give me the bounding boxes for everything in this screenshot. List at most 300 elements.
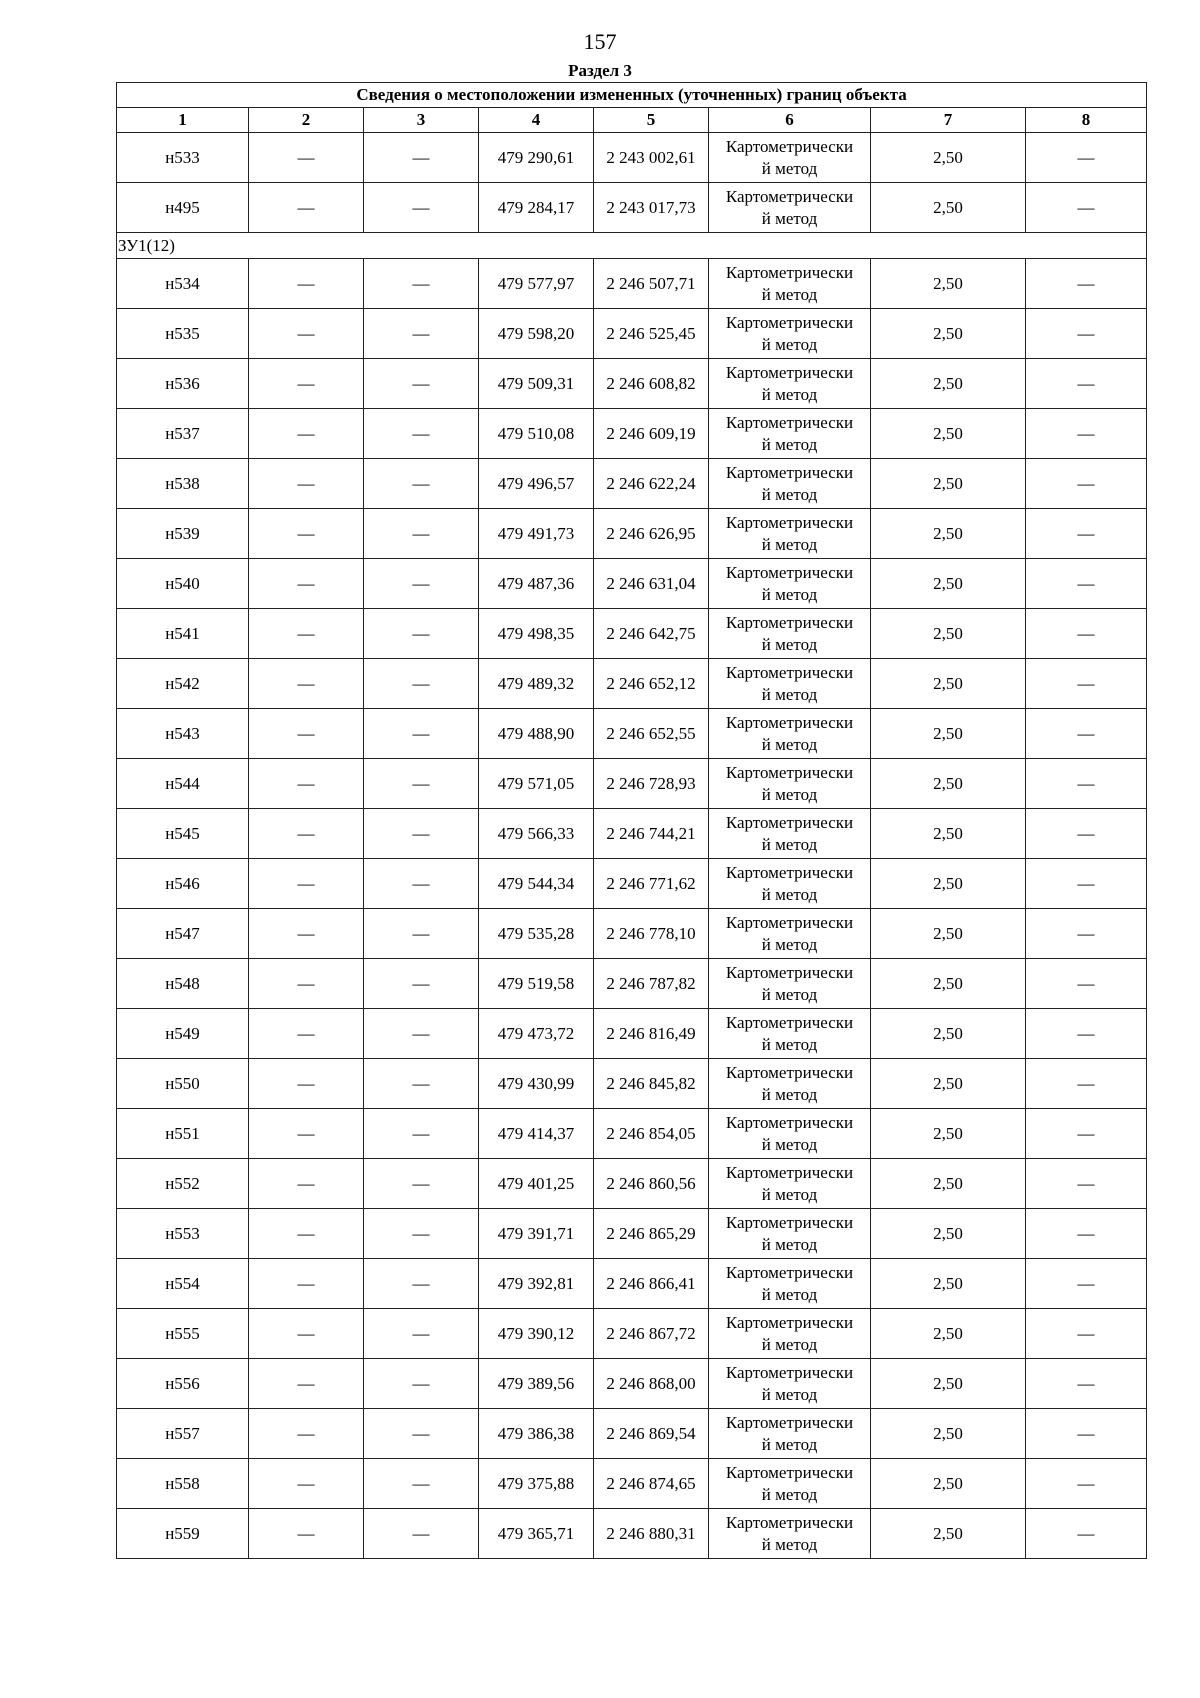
- method-cell: [709, 1409, 871, 1459]
- dash-cell: —: [1026, 1159, 1147, 1209]
- method-line: Картометрически: [725, 186, 854, 206]
- method-line: Картометрически: [725, 312, 854, 332]
- method-line: Картометрически: [725, 1212, 854, 1232]
- method-line: Картометрически: [725, 1012, 854, 1032]
- method-line: й метод: [761, 1034, 818, 1054]
- method-cell: [709, 709, 871, 759]
- method-line: й метод: [761, 1484, 818, 1504]
- y-coordinate-cell: 2 246 865,29: [594, 1209, 709, 1259]
- accuracy-cell: 2,50: [871, 133, 1026, 183]
- method-line: Картометрически: [725, 1512, 854, 1532]
- dash-cell: —: [249, 1209, 364, 1259]
- method-cell: [709, 1209, 871, 1259]
- dash-cell: —: [249, 259, 364, 309]
- method-line: й метод: [761, 1434, 818, 1454]
- method-line: й метод: [761, 534, 818, 554]
- table-row: [117, 1459, 1147, 1509]
- accuracy-cell: 2,50: [871, 909, 1026, 959]
- dash-cell: —: [364, 1309, 479, 1359]
- x-coordinate-cell: 479 571,05: [479, 759, 594, 809]
- y-coordinate-cell: 2 246 626,95: [594, 509, 709, 559]
- dash-cell: —: [1026, 1109, 1147, 1159]
- dash-cell: —: [249, 809, 364, 859]
- method-line: й метод: [761, 834, 818, 854]
- method-line: й метод: [761, 1384, 818, 1404]
- accuracy-cell: 2,50: [871, 1259, 1026, 1309]
- point-cell: н539: [117, 509, 249, 559]
- method-line: Картометрически: [725, 1362, 854, 1382]
- point-cell: н548: [117, 959, 249, 1009]
- y-coordinate-cell: 2 246 845,82: [594, 1059, 709, 1109]
- x-coordinate-cell: 479 386,38: [479, 1409, 594, 1459]
- point-cell: н543: [117, 709, 249, 759]
- method-cell: [709, 459, 871, 509]
- dash-cell: —: [1026, 1509, 1147, 1559]
- x-coordinate-cell: 479 519,58: [479, 959, 594, 1009]
- method-cell: [709, 1059, 871, 1109]
- table-row: [117, 759, 1147, 809]
- method-line: й метод: [761, 784, 818, 804]
- method-line: Картометрически: [725, 612, 854, 632]
- point-cell: н538: [117, 459, 249, 509]
- method-line: й метод: [761, 584, 818, 604]
- dash-cell: —: [249, 409, 364, 459]
- y-coordinate-cell: 2 246 744,21: [594, 809, 709, 859]
- dash-cell: —: [249, 859, 364, 909]
- x-coordinate-cell: 479 488,90: [479, 709, 594, 759]
- page-number: 157: [583, 29, 617, 54]
- x-coordinate-cell: 479 389,56: [479, 1359, 594, 1409]
- dash-cell: —: [1026, 309, 1147, 359]
- table-row: [117, 859, 1147, 909]
- y-coordinate-cell: 2 246 525,45: [594, 309, 709, 359]
- dash-cell: —: [364, 409, 479, 459]
- dash-cell: —: [249, 133, 364, 183]
- accuracy-cell: 2,50: [871, 809, 1026, 859]
- method-line: Картометрически: [725, 412, 854, 432]
- dash-cell: —: [1026, 259, 1147, 309]
- method-line: Картометрически: [725, 1262, 854, 1282]
- accuracy-cell: 2,50: [871, 759, 1026, 809]
- method-line: Картометрически: [725, 962, 854, 982]
- y-coordinate-cell: 2 246 860,56: [594, 1159, 709, 1209]
- point-cell: н557: [117, 1409, 249, 1459]
- dash-cell: —: [364, 1059, 479, 1109]
- dash-cell: —: [249, 909, 364, 959]
- method-cell: [709, 809, 871, 859]
- dash-cell: —: [249, 1309, 364, 1359]
- method-line: й метод: [761, 1284, 818, 1304]
- dash-cell: —: [249, 183, 364, 233]
- table-row: [117, 709, 1147, 759]
- table-row: [117, 1009, 1147, 1059]
- y-coordinate-cell: 2 246 652,12: [594, 659, 709, 709]
- point-cell: н541: [117, 609, 249, 659]
- method-line: й метод: [761, 434, 818, 454]
- method-cell: [709, 759, 871, 809]
- method-line: й метод: [761, 334, 818, 354]
- x-coordinate-cell: 479 491,73: [479, 509, 594, 559]
- point-cell: н555: [117, 1309, 249, 1359]
- dash-cell: —: [364, 1209, 479, 1259]
- accuracy-cell: 2,50: [871, 959, 1026, 1009]
- method-line: Картометрически: [725, 136, 854, 156]
- method-line: Картометрически: [725, 862, 854, 882]
- dash-cell: —: [1026, 709, 1147, 759]
- method-line: Картометрически: [725, 712, 854, 732]
- accuracy-cell: 2,50: [871, 309, 1026, 359]
- dash-cell: —: [364, 1109, 479, 1159]
- method-cell: [709, 509, 871, 559]
- method-line: й метод: [761, 1234, 818, 1254]
- x-coordinate-cell: 479 375,88: [479, 1459, 594, 1509]
- point-cell: н536: [117, 359, 249, 409]
- dash-cell: —: [364, 1159, 479, 1209]
- point-cell: н552: [117, 1159, 249, 1209]
- table-row: [117, 1259, 1147, 1309]
- method-cell: [709, 609, 871, 659]
- point-cell: н545: [117, 809, 249, 859]
- x-coordinate-cell: 479 390,12: [479, 1309, 594, 1359]
- method-cell: [709, 259, 871, 309]
- x-coordinate-cell: 479 577,97: [479, 259, 594, 309]
- accuracy-cell: 2,50: [871, 1309, 1026, 1359]
- accuracy-cell: 2,50: [871, 1409, 1026, 1459]
- x-coordinate-cell: 479 284,17: [479, 183, 594, 233]
- group-label: ЗУ1(12): [117, 233, 1147, 259]
- dash-cell: —: [249, 1059, 364, 1109]
- y-coordinate-cell: 2 246 608,82: [594, 359, 709, 409]
- method-line: й метод: [761, 634, 818, 654]
- table-row: [117, 459, 1147, 509]
- x-coordinate-cell: 479 535,28: [479, 909, 594, 959]
- dash-cell: —: [364, 809, 479, 859]
- column-header: 4: [479, 108, 594, 133]
- table-row: [117, 1309, 1147, 1359]
- method-cell: [709, 409, 871, 459]
- dash-cell: —: [364, 859, 479, 909]
- dash-cell: —: [1026, 409, 1147, 459]
- accuracy-cell: 2,50: [871, 1159, 1026, 1209]
- method-line: й метод: [761, 984, 818, 1004]
- point-cell: н542: [117, 659, 249, 709]
- accuracy-cell: 2,50: [871, 559, 1026, 609]
- x-coordinate-cell: 479 365,71: [479, 1509, 594, 1559]
- accuracy-cell: 2,50: [871, 1009, 1026, 1059]
- point-cell: н547: [117, 909, 249, 959]
- dash-cell: —: [1026, 509, 1147, 559]
- dash-cell: —: [364, 909, 479, 959]
- dash-cell: —: [249, 509, 364, 559]
- x-coordinate-cell: 479 401,25: [479, 1159, 594, 1209]
- dash-cell: —: [364, 1359, 479, 1409]
- method-line: й метод: [761, 158, 818, 178]
- table-row: [117, 809, 1147, 859]
- x-coordinate-cell: 479 473,72: [479, 1009, 594, 1059]
- dash-cell: —: [1026, 609, 1147, 659]
- point-cell: н556: [117, 1359, 249, 1409]
- method-line: Картометрически: [725, 512, 854, 532]
- dash-cell: —: [364, 659, 479, 709]
- accuracy-cell: 2,50: [871, 509, 1026, 559]
- y-coordinate-cell: 2 246 652,55: [594, 709, 709, 759]
- point-cell: н540: [117, 559, 249, 609]
- point-cell: н546: [117, 859, 249, 909]
- dash-cell: —: [1026, 1059, 1147, 1109]
- method-line: Картометрически: [725, 1462, 854, 1482]
- dash-cell: —: [249, 1009, 364, 1059]
- dash-cell: —: [364, 459, 479, 509]
- accuracy-cell: 2,50: [871, 1109, 1026, 1159]
- point-cell: н558: [117, 1459, 249, 1509]
- method-line: й метод: [761, 1534, 818, 1554]
- column-header: 6: [709, 108, 871, 133]
- x-coordinate-cell: 479 392,81: [479, 1259, 594, 1309]
- accuracy-cell: 2,50: [871, 359, 1026, 409]
- dash-cell: —: [1026, 909, 1147, 959]
- x-coordinate-cell: 479 566,33: [479, 809, 594, 859]
- dash-cell: —: [364, 133, 479, 183]
- table-row: [117, 659, 1147, 709]
- point-cell: н553: [117, 1209, 249, 1259]
- method-line: й метод: [761, 208, 818, 228]
- method-cell: [709, 959, 871, 1009]
- table-row: [117, 359, 1147, 409]
- method-line: й метод: [761, 384, 818, 404]
- table-row: [117, 1209, 1147, 1259]
- x-coordinate-cell: 479 414,37: [479, 1109, 594, 1159]
- y-coordinate-cell: 2 246 869,54: [594, 1409, 709, 1459]
- method-cell: [709, 1009, 871, 1059]
- dash-cell: —: [364, 183, 479, 233]
- x-coordinate-cell: 479 496,57: [479, 459, 594, 509]
- x-coordinate-cell: 479 598,20: [479, 309, 594, 359]
- y-coordinate-cell: 2 246 622,24: [594, 459, 709, 509]
- table-row: [117, 309, 1147, 359]
- table-row: [117, 909, 1147, 959]
- dash-cell: —: [364, 559, 479, 609]
- point-cell: н534: [117, 259, 249, 309]
- dash-cell: —: [364, 259, 479, 309]
- dash-cell: —: [364, 1459, 479, 1509]
- method-cell: [709, 183, 871, 233]
- table-row: [117, 1109, 1147, 1159]
- accuracy-cell: 2,50: [871, 409, 1026, 459]
- dash-cell: —: [1026, 1409, 1147, 1459]
- dash-cell: —: [1026, 659, 1147, 709]
- point-cell: н537: [117, 409, 249, 459]
- x-coordinate-cell: 479 544,34: [479, 859, 594, 909]
- point-cell: н549: [117, 1009, 249, 1059]
- method-cell: [709, 1259, 871, 1309]
- dash-cell: —: [364, 359, 479, 409]
- dash-cell: —: [1026, 459, 1147, 509]
- dash-cell: —: [1026, 1259, 1147, 1309]
- point-cell: н559: [117, 1509, 249, 1559]
- method-line: Картометрически: [725, 262, 854, 282]
- method-line: й метод: [761, 884, 818, 904]
- method-line: й метод: [761, 1184, 818, 1204]
- dash-cell: —: [364, 1409, 479, 1459]
- method-line: Картометрически: [725, 1062, 854, 1082]
- y-coordinate-cell: 2 246 631,04: [594, 559, 709, 609]
- dash-cell: —: [249, 709, 364, 759]
- dash-cell: —: [1026, 859, 1147, 909]
- dash-cell: —: [249, 1459, 364, 1509]
- method-cell: [709, 659, 871, 709]
- point-cell: н535: [117, 309, 249, 359]
- x-coordinate-cell: 479 510,08: [479, 409, 594, 459]
- column-header: 3: [364, 108, 479, 133]
- table-row: [117, 509, 1147, 559]
- method-line: й метод: [761, 284, 818, 304]
- y-coordinate-cell: 2 246 866,41: [594, 1259, 709, 1309]
- accuracy-cell: 2,50: [871, 183, 1026, 233]
- y-coordinate-cell: 2 246 816,49: [594, 1009, 709, 1059]
- dash-cell: —: [1026, 1309, 1147, 1359]
- dash-cell: —: [364, 759, 479, 809]
- y-coordinate-cell: 2 246 787,82: [594, 959, 709, 1009]
- y-coordinate-cell: 2 246 854,05: [594, 1109, 709, 1159]
- accuracy-cell: 2,50: [871, 609, 1026, 659]
- method-line: й метод: [761, 1134, 818, 1154]
- group-row: [117, 233, 1147, 259]
- dash-cell: —: [1026, 183, 1147, 233]
- method-cell: [709, 909, 871, 959]
- dash-cell: —: [249, 759, 364, 809]
- dash-cell: —: [364, 1509, 479, 1559]
- table-row: [117, 1509, 1147, 1559]
- table-row: [117, 133, 1147, 183]
- table-row: [117, 1359, 1147, 1409]
- dash-cell: —: [1026, 133, 1147, 183]
- method-cell: [709, 1159, 871, 1209]
- dash-cell: —: [249, 359, 364, 409]
- dash-cell: —: [249, 1409, 364, 1459]
- dash-cell: —: [249, 659, 364, 709]
- dash-cell: —: [249, 959, 364, 1009]
- accuracy-cell: 2,50: [871, 1059, 1026, 1109]
- accuracy-cell: 2,50: [871, 459, 1026, 509]
- method-line: й метод: [761, 1334, 818, 1354]
- column-header: 5: [594, 108, 709, 133]
- method-cell: [709, 859, 871, 909]
- method-cell: [709, 559, 871, 609]
- dash-cell: —: [1026, 1009, 1147, 1059]
- table-row: [117, 1059, 1147, 1109]
- table-row: [117, 1159, 1147, 1209]
- method-line: Картометрически: [725, 562, 854, 582]
- y-coordinate-cell: 2 246 609,19: [594, 409, 709, 459]
- accuracy-cell: 2,50: [871, 659, 1026, 709]
- y-coordinate-cell: 2 246 874,65: [594, 1459, 709, 1509]
- dash-cell: —: [1026, 759, 1147, 809]
- x-coordinate-cell: 479 509,31: [479, 359, 594, 409]
- method-line: й метод: [761, 484, 818, 504]
- method-line: й метод: [761, 1084, 818, 1104]
- dash-cell: —: [249, 1509, 364, 1559]
- method-line: й метод: [761, 684, 818, 704]
- y-coordinate-cell: 2 246 507,71: [594, 259, 709, 309]
- table-row: [117, 409, 1147, 459]
- method-cell: [709, 309, 871, 359]
- method-line: Картометрически: [725, 1112, 854, 1132]
- dash-cell: —: [364, 509, 479, 559]
- dash-cell: —: [249, 459, 364, 509]
- accuracy-cell: 2,50: [871, 709, 1026, 759]
- dash-cell: —: [1026, 1459, 1147, 1509]
- section-title: Раздел 3: [568, 61, 632, 80]
- dash-cell: —: [249, 1159, 364, 1209]
- accuracy-cell: 2,50: [871, 859, 1026, 909]
- method-line: Картометрически: [725, 362, 854, 382]
- x-coordinate-cell: 479 489,32: [479, 659, 594, 709]
- x-coordinate-cell: 479 487,36: [479, 559, 594, 609]
- dash-cell: —: [1026, 809, 1147, 859]
- y-coordinate-cell: 2 246 771,62: [594, 859, 709, 909]
- method-line: Картометрически: [725, 1162, 854, 1182]
- method-line: й метод: [761, 934, 818, 954]
- table-row: [117, 259, 1147, 309]
- accuracy-cell: 2,50: [871, 1509, 1026, 1559]
- table-row: [117, 959, 1147, 1009]
- accuracy-cell: 2,50: [871, 1359, 1026, 1409]
- dash-cell: —: [1026, 559, 1147, 609]
- dash-cell: —: [249, 1259, 364, 1309]
- y-coordinate-cell: 2 246 868,00: [594, 1359, 709, 1409]
- dash-cell: —: [364, 709, 479, 759]
- column-header: 2: [249, 108, 364, 133]
- dash-cell: —: [1026, 1359, 1147, 1409]
- dash-cell: —: [1026, 1209, 1147, 1259]
- method-cell: [709, 1459, 871, 1509]
- table-row: [117, 609, 1147, 659]
- table-row: [117, 1409, 1147, 1459]
- table-caption-row: [117, 83, 1147, 108]
- point-cell: н554: [117, 1259, 249, 1309]
- point-cell: н533: [117, 133, 249, 183]
- x-coordinate-cell: 479 430,99: [479, 1059, 594, 1109]
- point-cell: н550: [117, 1059, 249, 1109]
- column-header: 1: [117, 108, 249, 133]
- table-row: [117, 183, 1147, 233]
- point-cell: н551: [117, 1109, 249, 1159]
- dash-cell: —: [1026, 359, 1147, 409]
- dash-cell: —: [249, 309, 364, 359]
- column-header-row: [117, 108, 1147, 133]
- method-cell: [709, 1359, 871, 1409]
- dash-cell: —: [249, 559, 364, 609]
- column-header: 7: [871, 108, 1026, 133]
- y-coordinate-cell: 2 246 642,75: [594, 609, 709, 659]
- y-coordinate-cell: 2 246 728,93: [594, 759, 709, 809]
- method-line: Картометрически: [725, 462, 854, 482]
- dash-cell: —: [249, 609, 364, 659]
- accuracy-cell: 2,50: [871, 259, 1026, 309]
- method-cell: [709, 1109, 871, 1159]
- dash-cell: —: [1026, 959, 1147, 1009]
- method-cell: [709, 1309, 871, 1359]
- accuracy-cell: 2,50: [871, 1209, 1026, 1259]
- y-coordinate-cell: 2 243 002,61: [594, 133, 709, 183]
- table-row: [117, 559, 1147, 609]
- method-line: Картометрически: [725, 812, 854, 832]
- y-coordinate-cell: 2 246 867,72: [594, 1309, 709, 1359]
- coordinates-table: [116, 82, 1147, 1559]
- dash-cell: —: [364, 309, 479, 359]
- method-cell: [709, 133, 871, 183]
- dash-cell: —: [249, 1359, 364, 1409]
